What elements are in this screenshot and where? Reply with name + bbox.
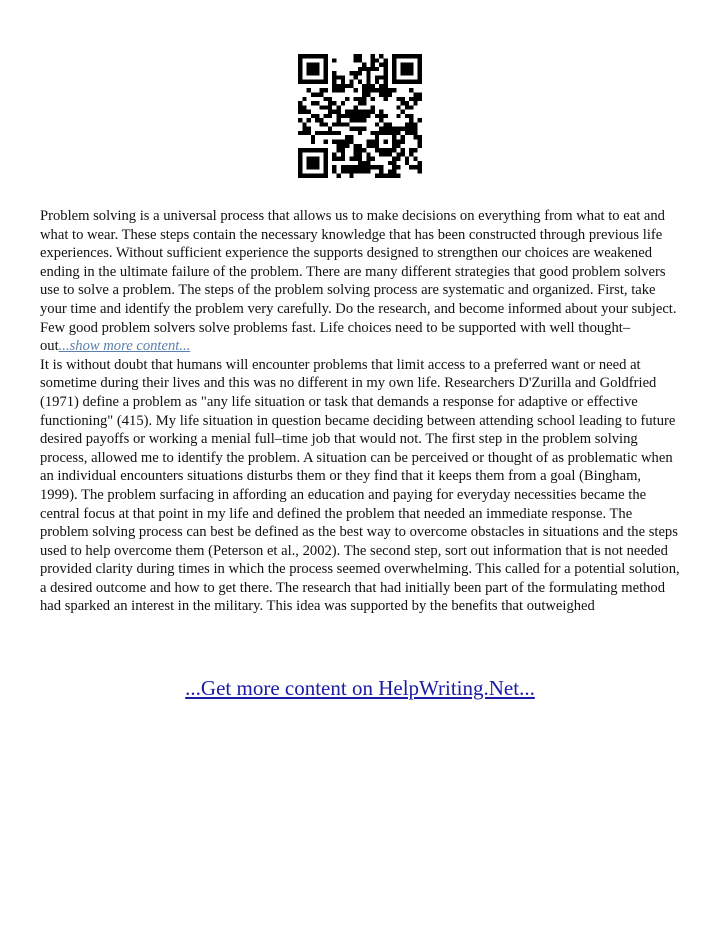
article-body bbox=[40, 207, 682, 616]
qr-code bbox=[298, 54, 422, 178]
get-more-link[interactable]: ...Get more content on HelpWriting.Net... bbox=[185, 676, 535, 700]
show-more-link[interactable]: ...show more content... bbox=[58, 338, 191, 355]
paragraph-text: Problem solving is a universal process that allows us to make decisions on everything from what to eat and what to wear. These steps contain the necessary knowledge that has been constructed through previous life experiences. Without sufficient experience the supports designed to strengthen our choices are weakened ending in the ultimate failure of the problem. There are many different strategies that good problem solvers use to solve a problem. The steps of the problem solving process are systematic and organized. First, take your time and identify the problem very carefully. Do the research, and become informed about your subject. Few good problem solvers solve problems fast. Life choices need to be supported with well thought–out bbox=[40, 208, 677, 355]
get-more-container bbox=[0, 674, 720, 702]
qr-code-icon bbox=[298, 54, 422, 178]
article-paragraph bbox=[40, 207, 682, 356]
article-paragraph: It is without doubt that humans will encounter problems that limit access to a preferred want or need at sometime during their lives and this was no different in my own life. Researchers D'Zurilla and Goldfried (1971) define a problem as "any life situation or task that demands a response for adaptive or effective functioning" (415). My life situation in question became deciding between attending school leading to future desired payoffs or working a menial full–time job that would not. The first step in the problem solving process, allowed me to identify the problem. A situation can be perceived or thought of as problematic when an individual encounters situations disturbs them or they find that it keeps them from a goal (Bingham, 1999). The problem surfacing in affording an education and paying for everyday necessities became the central focus at that point in my life and defined the problem that needed an immediate response. The problem solving process can best be defined as the best way to overcome obstacles in situations and the steps used to help overcome them (Peterson et al., 2002). The second step, sort out information that is not needed provided clarity during times in which the process seemed overwhelming. This called for a potential solution, a desired outcome and how to get there. The research that had initially been part of the formulating method had sparked an interest in the military. This idea was supported by the benefits that outweighed bbox=[40, 356, 680, 615]
